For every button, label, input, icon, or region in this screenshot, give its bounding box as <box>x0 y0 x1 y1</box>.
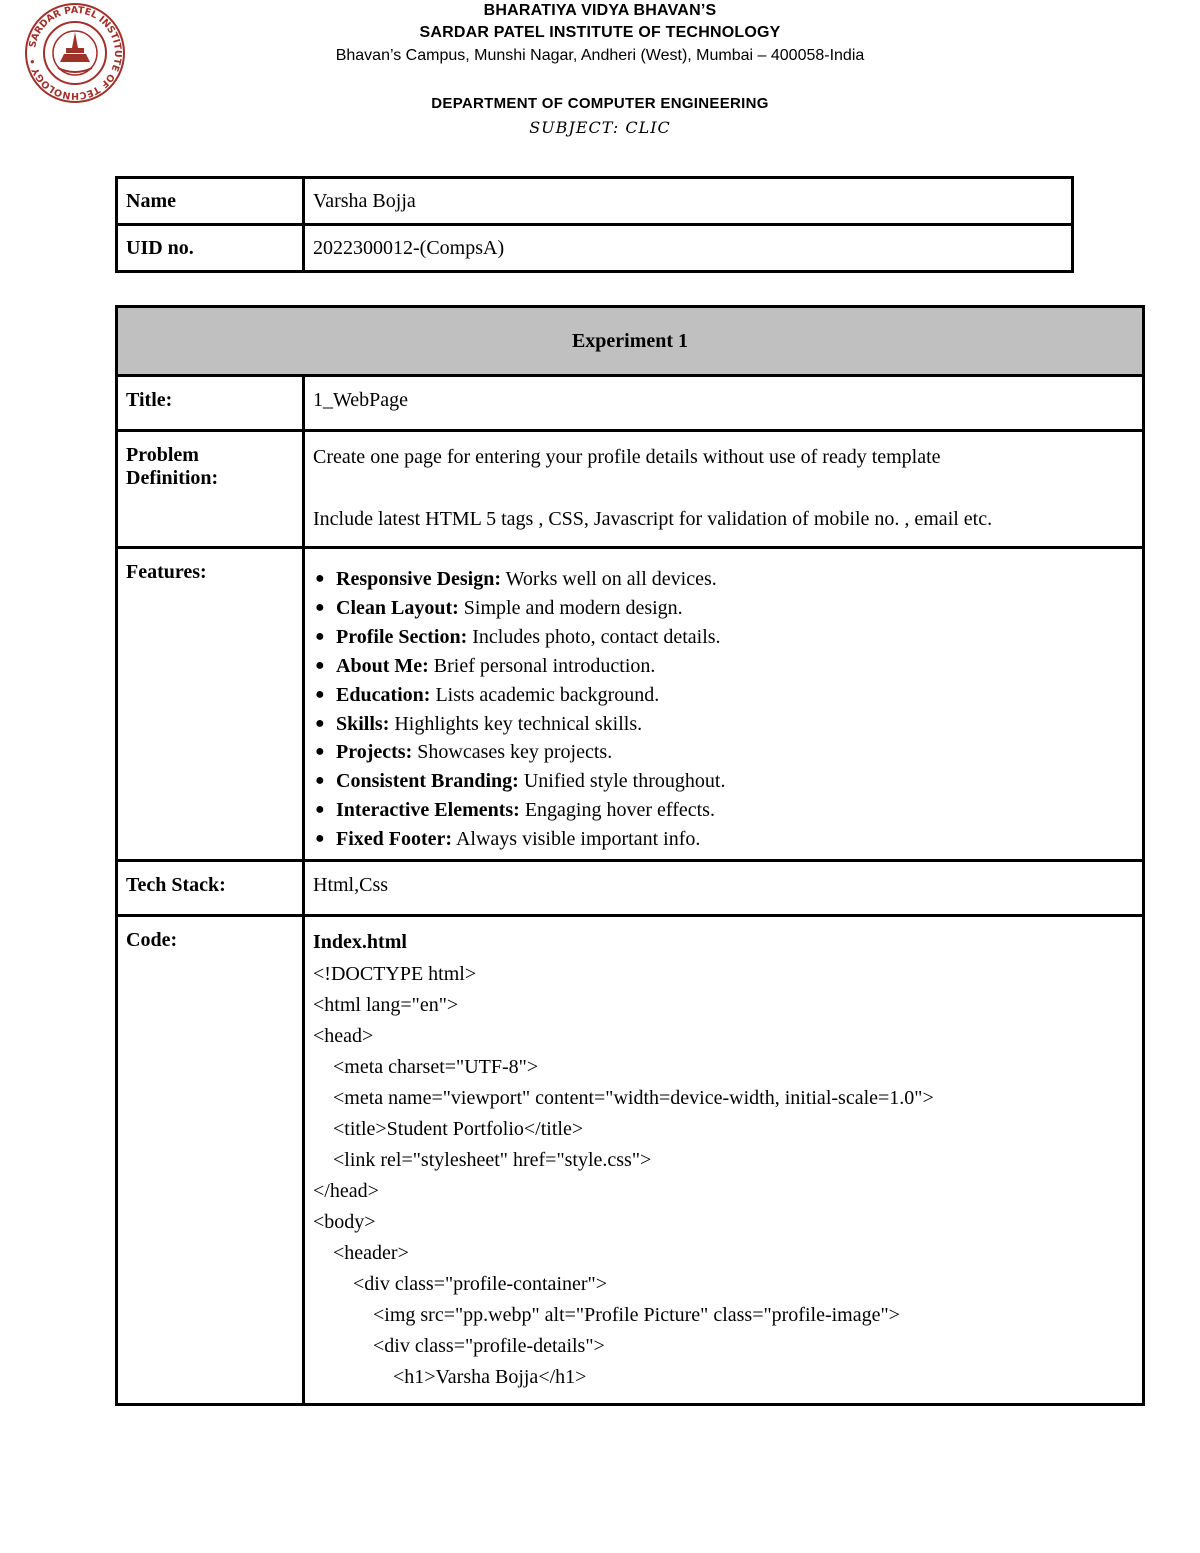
feature-description: Works well on all devices. <box>501 568 717 590</box>
bullet-icon: ● <box>315 627 325 645</box>
code-cell <box>304 916 1144 1405</box>
uid-value: 2022300012-(CompsA) <box>304 225 1073 272</box>
uid-row <box>117 225 1073 272</box>
feature-item <box>313 710 1134 739</box>
feature-name: Clean Layout: <box>336 596 459 619</box>
institute-seal-icon <box>16 2 134 104</box>
feature-item <box>313 825 1134 854</box>
name-row <box>117 178 1073 225</box>
code-row <box>117 916 1144 1405</box>
feature-item <box>313 796 1134 825</box>
feature-item <box>313 623 1134 652</box>
tech-stack-label: Tech Stack: <box>117 861 304 916</box>
bullet-icon: ● <box>315 830 325 848</box>
problem-line-1: Create one page for entering your profile details without use of ready template <box>313 446 941 468</box>
bullet-icon: ● <box>315 598 325 616</box>
feature-description: Lists academic background. <box>430 683 660 706</box>
institute-logo <box>16 2 134 104</box>
code-line: <meta name="viewport" content="width=device-width, initial-scale=1.0"> <box>313 1087 934 1109</box>
code-line: <img src="pp.webp" alt="Profile Picture" class="profile-image"> <box>313 1304 900 1326</box>
title-value: 1_WebPage <box>304 376 1144 431</box>
uid-label: UID no. <box>117 225 304 272</box>
feature-description: Engaging hover effects. <box>519 799 715 822</box>
bullet-icon: ● <box>315 772 325 790</box>
bullet-icon: ● <box>315 801 325 819</box>
bullet-icon: ● <box>315 714 325 732</box>
feature-item <box>313 565 1134 594</box>
feature-item <box>313 652 1134 681</box>
features-row <box>117 548 1144 861</box>
features-cell <box>304 548 1144 861</box>
problem-label <box>117 431 304 548</box>
feature-description: Unified style throughout. <box>518 770 726 793</box>
code-label: Code: <box>117 916 304 1405</box>
feature-description: Always visible important info. <box>452 828 701 851</box>
feature-item <box>313 738 1134 767</box>
feature-name: About Me: <box>336 654 429 677</box>
problem-line-2: Include latest HTML 5 tags , CSS, Javascript for validation of mobile no. , email etc. <box>313 508 993 530</box>
feature-name: Responsive Design: <box>336 568 502 590</box>
code-line: <h1>Varsha Bojja</h1> <box>313 1366 587 1388</box>
student-info-table <box>115 176 1074 273</box>
name-value: Varsha Bojja <box>304 178 1073 225</box>
feature-item <box>313 681 1134 710</box>
code-line: </head> <box>313 1180 379 1202</box>
problem-label-line1: Problem <box>126 444 199 466</box>
feature-name: Interactive Elements: <box>336 799 520 822</box>
title-label: Title: <box>117 376 304 431</box>
experiment-heading-row <box>117 307 1144 376</box>
bullet-icon: ● <box>315 685 325 703</box>
problem-definition <box>304 431 1144 548</box>
feature-item <box>313 767 1134 796</box>
feature-description: Highlights key technical skills. <box>389 712 643 735</box>
department-name: DEPARTMENT OF COMPUTER ENGINEERING <box>431 95 769 112</box>
bullet-icon: ● <box>315 656 325 674</box>
code-line: <header> <box>313 1242 409 1264</box>
code-line: <link rel="stylesheet" href="style.css"> <box>313 1149 652 1171</box>
code-line: <meta charset="UTF-8"> <box>313 1056 539 1078</box>
subject-line: SUBJECT: CLIC <box>529 118 671 137</box>
features-list <box>313 565 1134 854</box>
code-file-name: Index.html <box>313 931 407 953</box>
feature-name: Consistent Branding: <box>336 770 519 793</box>
code-line: <!DOCTYPE html> <box>313 963 477 985</box>
tech-stack-value: Html,Css <box>304 861 1144 916</box>
feature-description: Brief personal introduction. <box>428 654 656 677</box>
code-line: <div class="profile-details"> <box>313 1335 605 1357</box>
feature-description: Simple and modern design. <box>458 596 683 619</box>
problem-label-line2: Definition: <box>126 467 219 489</box>
code-line: <title>Student Portfolio</title> <box>313 1118 584 1140</box>
features-label: Features: <box>117 548 304 861</box>
tech-stack-row <box>117 861 1144 916</box>
feature-name: Projects: <box>336 741 413 764</box>
code-line: <html lang="en"> <box>313 994 459 1016</box>
feature-description: Showcases key projects. <box>412 741 613 764</box>
feature-item <box>313 594 1134 623</box>
code-line: <body> <box>313 1211 376 1233</box>
code-line: <head> <box>313 1025 374 1047</box>
feature-name: Education: <box>336 683 431 706</box>
code-line: <div class="profile-container"> <box>313 1273 607 1295</box>
bullet-icon: ● <box>315 743 325 761</box>
svg-text:SARDAR PATEL INSTITUTE OF TECH: SARDAR PATEL INSTITUTE OF TECHNOLOGY • <box>27 4 124 102</box>
feature-description: Includes photo, contact details. <box>467 625 721 648</box>
institute-address: Bhavan’s Campus, Munshi Nagar, Andheri (West), Mumbai – 400058-India <box>335 47 865 64</box>
institute-name: SARDAR PATEL INSTITUTE OF TECHNOLOGY <box>419 24 781 41</box>
feature-name: Skills: <box>336 712 390 735</box>
feature-name: Profile Section: <box>336 625 468 648</box>
name-label: Name <box>117 178 304 225</box>
bullet-icon: ● <box>315 570 325 587</box>
problem-row <box>117 431 1144 548</box>
experiment-heading: Experiment 1 <box>117 307 1144 376</box>
trust-name: BHARATIYA VIDYA BHAVAN’S <box>483 2 717 19</box>
feature-name: Fixed Footer: <box>336 828 453 851</box>
code-lines <box>313 959 1134 1393</box>
title-row <box>117 376 1144 431</box>
experiment-table <box>115 305 1145 1406</box>
